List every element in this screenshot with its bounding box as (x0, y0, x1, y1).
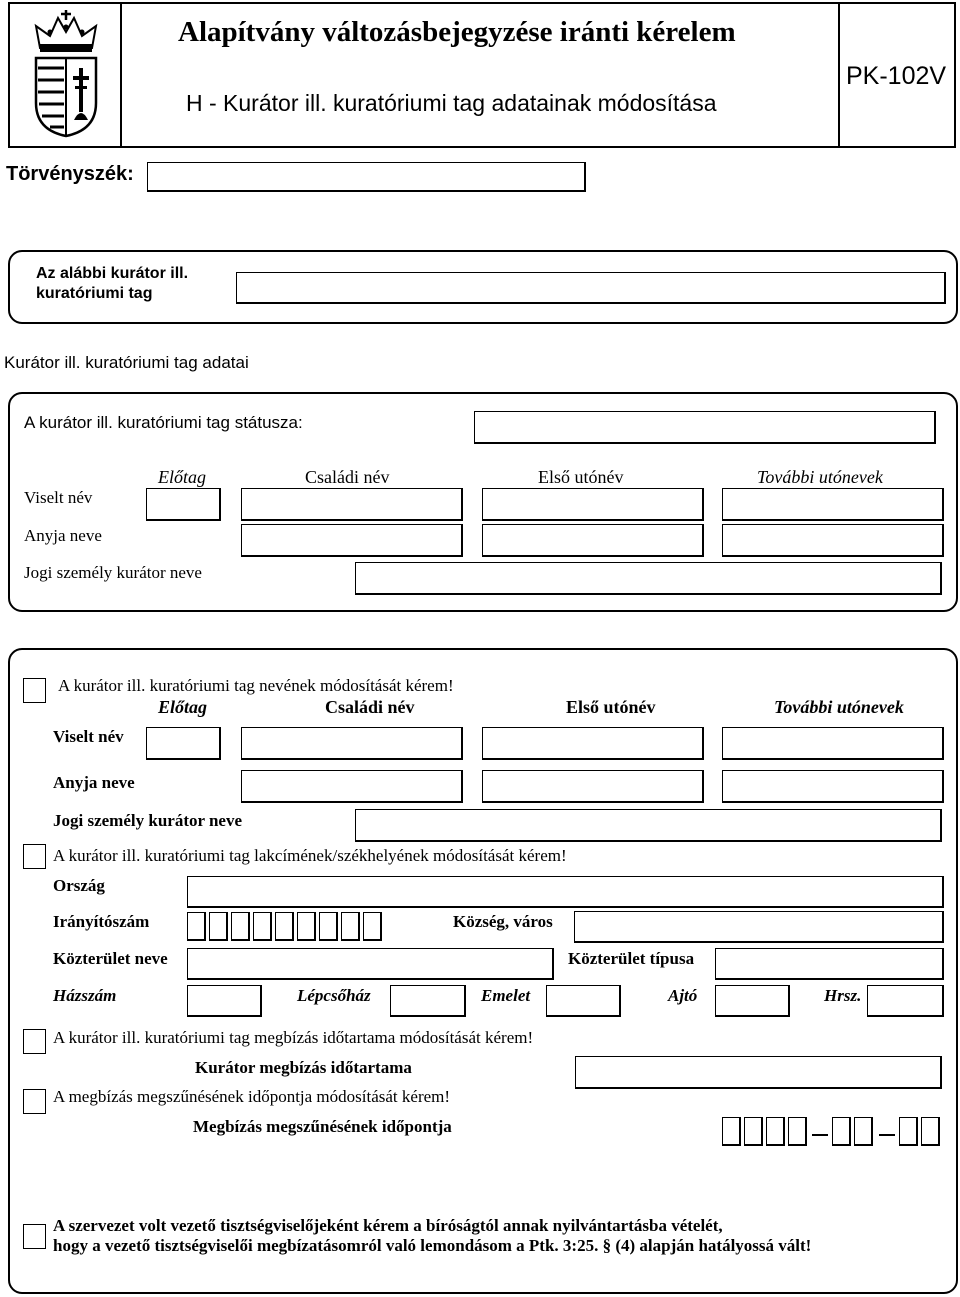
change-legal-name-field[interactable] (355, 809, 942, 842)
current-row-legal: Jogi személy kurátor neve (24, 563, 202, 582)
change-other-field[interactable] (722, 727, 944, 760)
coat-of-arms-icon (26, 8, 106, 138)
change-row-name: Viselt név (53, 727, 124, 746)
end-year-digit-1[interactable] (722, 1117, 741, 1146)
change-mother-family-field[interactable] (241, 770, 463, 803)
current-col-other: További utónevek (757, 467, 883, 487)
change-name-checkbox[interactable] (23, 678, 46, 703)
city-label: Község, város (453, 912, 553, 931)
title-panel (120, 4, 840, 146)
change-term-label: A kurátor ill. kuratóriumi tag megbízás időtartama módosítását kérem! (53, 1028, 534, 1047)
current-row-name: Viselt név (24, 488, 93, 507)
end-day-digit-2[interactable] (921, 1117, 940, 1146)
staircase-field[interactable] (390, 985, 466, 1017)
floor-field[interactable] (546, 985, 621, 1017)
current-col-first: Első utónév (538, 467, 624, 487)
end-date-year-cells (722, 1117, 810, 1146)
postcode-label: Irányítószám (53, 912, 150, 931)
house-no-label: Házszám (53, 986, 117, 1005)
end-month-digit-1[interactable] (832, 1117, 851, 1146)
change-term-checkbox[interactable] (23, 1029, 46, 1054)
end-year-digit-4[interactable] (788, 1117, 807, 1146)
current-mother-first-field[interactable] (482, 524, 704, 557)
lot-no-label: Hrsz. (824, 986, 862, 1005)
term-field[interactable] (575, 1056, 942, 1089)
change-col-family: Családi név (325, 697, 415, 717)
postcode-digit-8[interactable] (341, 912, 360, 941)
court-field[interactable] (147, 162, 586, 192)
end-date-month-cells (832, 1117, 876, 1146)
street-type-label: Közterület típusa (568, 949, 695, 968)
change-address-label: A kurátor ill. kuratóriumi tag lakcímének/székhelyének módosítását kérem! (53, 846, 567, 865)
end-date-label: Megbízás megszűnésének időpontja (193, 1117, 452, 1136)
form-code: PK-102V (846, 62, 947, 90)
date-separator-1 (812, 1134, 828, 1136)
change-mother-first-field[interactable] (482, 770, 704, 803)
country-label: Ország (53, 876, 105, 895)
current-prefix-field[interactable] (146, 488, 221, 521)
term-label: Kurátor megbízás időtartama (195, 1058, 412, 1077)
end-day-digit-1[interactable] (899, 1117, 918, 1146)
change-family-field[interactable] (241, 727, 463, 760)
postcode-digit-1[interactable] (187, 912, 206, 941)
door-label: Ajtó (668, 986, 698, 1005)
resignation-line1: A szervezet volt vezető tisztségviselőjeként kérem a bíróságtól annak nyilvántartásba vételét, (53, 1216, 723, 1235)
postcode-cells (187, 912, 385, 941)
postcode-digit-2[interactable] (209, 912, 228, 941)
change-first-field[interactable] (482, 727, 704, 760)
current-col-family: Családi név (305, 467, 390, 487)
resignation-checkbox[interactable] (23, 1224, 46, 1249)
postcode-digit-3[interactable] (231, 912, 250, 941)
subject-field[interactable] (236, 272, 946, 304)
current-col-prefix: Előtag (158, 467, 206, 487)
door-field[interactable] (715, 985, 790, 1017)
current-mother-family-field[interactable] (241, 524, 463, 557)
status-field[interactable] (474, 411, 936, 444)
subject-label-line2: kuratóriumi tag (36, 285, 153, 302)
street-name-field[interactable] (187, 948, 554, 980)
country-field[interactable] (187, 876, 944, 908)
current-legal-name-field[interactable] (355, 562, 942, 595)
end-year-digit-3[interactable] (766, 1117, 785, 1146)
staircase-label: Lépcsőház (297, 986, 371, 1005)
postcode-digit-5[interactable] (275, 912, 294, 941)
change-end-checkbox[interactable] (23, 1089, 46, 1114)
change-col-other: További utónevek (774, 697, 904, 717)
form-subtitle: H - Kurátor ill. kuratóriumi tag adatainak módosítása (186, 90, 717, 116)
date-separator-2 (879, 1134, 895, 1136)
current-row-mother: Anyja neve (24, 526, 102, 545)
lot-no-field[interactable] (867, 985, 944, 1017)
current-first-field[interactable] (482, 488, 704, 521)
change-col-first: Első utónév (566, 697, 656, 717)
end-date-day-cells (899, 1117, 943, 1146)
change-col-prefix: Előtag (158, 697, 208, 717)
postcode-digit-7[interactable] (319, 912, 338, 941)
current-other-field[interactable] (722, 488, 944, 521)
postcode-digit-4[interactable] (253, 912, 272, 941)
subject-label-line1: Az alábbi kurátor ill. (36, 265, 189, 282)
status-label: A kurátor ill. kuratóriumi tag státusza: (24, 413, 303, 432)
postcode-digit-6[interactable] (297, 912, 316, 941)
end-year-digit-2[interactable] (744, 1117, 763, 1146)
current-family-field[interactable] (241, 488, 463, 521)
postcode-digit-9[interactable] (363, 912, 382, 941)
street-name-label: Közterület neve (53, 949, 168, 968)
change-end-label: A megbízás megszűnésének időpontja módosítását kérem! (53, 1087, 451, 1106)
street-type-field[interactable] (715, 948, 944, 980)
form-title: Alapítvány változásbejegyzése iránti kérelem (178, 16, 736, 48)
section-title: Kurátor ill. kuratóriumi tag adatai (4, 353, 249, 372)
resignation-line2: hogy a vezető tisztségviselői megbízatásomról való lemondásom a Ptk. 3:25. § (4) alapján hatályossá vált! (53, 1236, 812, 1255)
change-row-legal: Jogi személy kurátor neve (53, 811, 243, 830)
house-no-field[interactable] (187, 985, 262, 1017)
change-row-mother: Anyja neve (53, 773, 135, 792)
floor-label: Emelet (481, 986, 531, 1005)
court-label: Törvényszék: (6, 163, 134, 185)
end-month-digit-2[interactable] (854, 1117, 873, 1146)
change-mother-other-field[interactable] (722, 770, 944, 803)
change-prefix-field[interactable] (146, 727, 221, 760)
header-box (8, 2, 956, 148)
coat-of-arms-panel (10, 4, 122, 146)
current-mother-other-field[interactable] (722, 524, 944, 557)
city-field[interactable] (574, 911, 944, 943)
change-name-label: A kurátor ill. kuratóriumi tag nevének módosítását kérem! (58, 676, 454, 695)
change-address-checkbox[interactable] (23, 844, 46, 869)
